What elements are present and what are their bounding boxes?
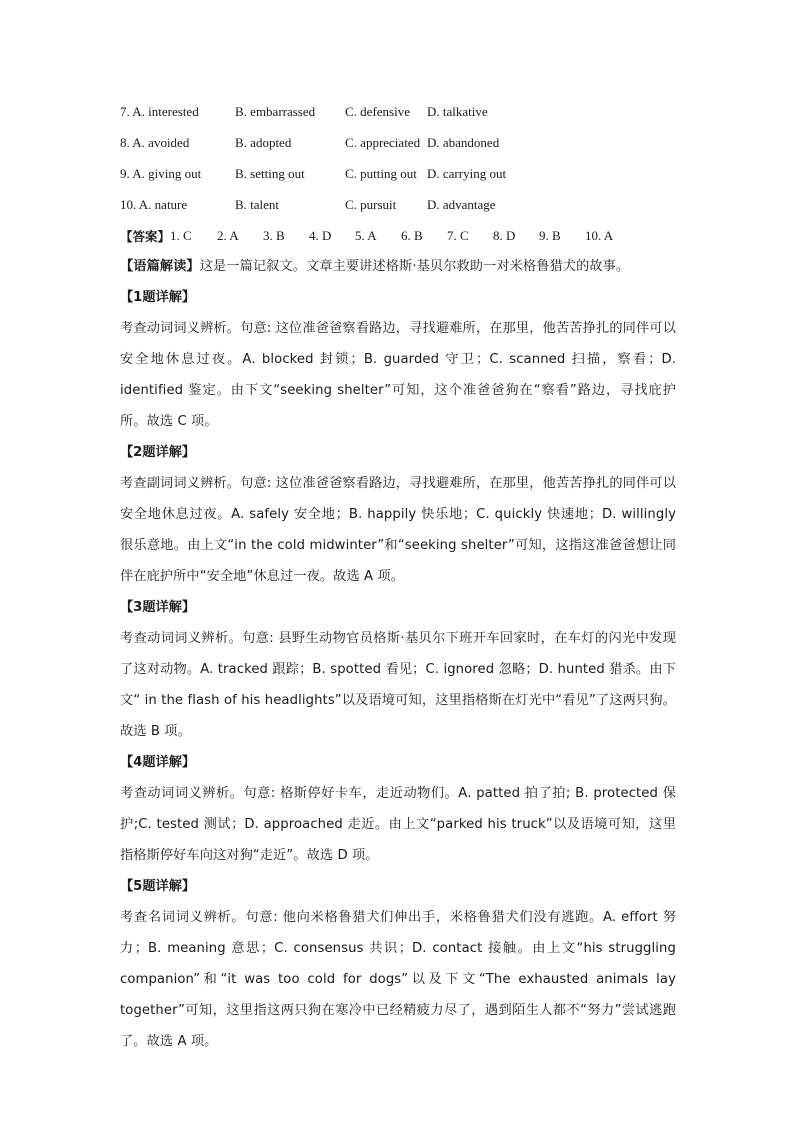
document-page [120, 96, 676, 1057]
detail-text-5: 考查名词词义辨析。句意: 他向米格鲁猎犬们伸出手，米格鲁猎犬们没有逃跑。A. effort 努力；B. meaning 意思；C. consensus 共识；D. contact 接触。由上文“his struggling companion”和“it was too cold for dogs”以及下文“The exhausted animals lay together”可知，这里指这两只狗在寒冷中已经精疲力尽了，遇到陌生人都不“努力”尝试逃跑了。故选 A 项。 [120, 910, 676, 1049]
option-c: C. appreciated [345, 134, 421, 150]
option-d: D. carrying out [427, 165, 507, 181]
option-b: B. embarrassed [235, 103, 316, 119]
option-a: 9. A. giving out [120, 165, 202, 181]
answer-item: 10. A [585, 227, 614, 243]
option-a: 10. A. nature [120, 196, 188, 212]
option-row-8 [120, 127, 676, 158]
detail-heading-1: 【1题详解】 [120, 290, 196, 305]
option-a: 8. A. avoided [120, 134, 190, 150]
answer-item: 5. A [355, 227, 377, 243]
detail-text-3: 考查动词词义辨析。句意: 县野生动物官员格斯·基贝尔下班开车回家时，在车灯的闪光中发现了这对动物。A. tracked 跟踪；B. spotted 看见；C. ignored 忽略；D. hunted 猎杀。由下文“ in the flash of his headlights”以及语境可知，这里指格斯在灯光中“看见”了这两只狗。故选 B 项。 [120, 631, 676, 739]
option-c: C. defensive [345, 103, 410, 119]
detail-text-4: 考查动词词义辨析。句意: 格斯停好卡车，走近动物们。A. patted 拍了拍; B. protected 保护;C. tested 测试；D. approached 走近。由上文“parked his truck”以及语境可知，这里指格斯停好车向这对狗“走近”。故选 D 项。 [120, 786, 676, 863]
detail-heading-2: 【2题详解】 [120, 445, 196, 460]
detail-text-1: 考查动词词义辨析。句意: 这位准爸爸察看路边，寻找避难所，在那里，他苦苦挣扎的同伴可以安全地休息过夜。A. blocked 封锁；B. guarded 守卫；C. scanned 扫描，察看；D. identified 鉴定。由下文“seeking shelter”可知，这个准爸爸狗在“察看”路边，寻找庇护所。故选 C 项。 [120, 321, 676, 429]
answer-item: 2. A [217, 227, 239, 243]
option-c: C. pursuit [345, 196, 397, 212]
option-d: D. advantage [427, 196, 496, 212]
option-d: D. talkative [427, 103, 488, 119]
option-b: B. adopted [235, 134, 292, 150]
option-b: B. setting out [235, 165, 305, 181]
answer-item: 8. D [493, 227, 516, 243]
answer-item: 7. C [447, 227, 469, 243]
answer-item: 1. C [170, 227, 192, 243]
option-row-7 [120, 96, 676, 127]
reading-label: 【语篇解读】 [120, 259, 200, 274]
detail-heading-4: 【4题详解】 [120, 755, 196, 770]
answer-item: 6. B [401, 227, 423, 243]
option-a: 7. A. interested [120, 103, 199, 119]
answer-item: 9. B [539, 227, 561, 243]
answer-item: 3. B [263, 227, 285, 243]
option-row-9 [120, 158, 676, 189]
answer-key [120, 220, 676, 251]
option-c: C. putting out [345, 165, 417, 181]
detail-heading-5: 【5题详解】 [120, 879, 196, 894]
option-b: B. talent [235, 196, 280, 212]
answer-label: 【答案】 [120, 228, 171, 244]
reading-summary [120, 251, 676, 282]
detail-text-2: 考查副词词义辨析。句意: 这位准爸爸察看路边，寻找避难所，在那里，他苦苦挣扎的同伴可以安全地休息过夜。A. safely 安全地；B. happily 快乐地；C. quickly 快速地；D. willingly 很乐意地。由上文“in the cold midwinter”和“seeking shelter”可知，这指这准爸爸想让同伴在庇护所中“安全地”休息过一夜。故选 A 项。 [120, 476, 676, 584]
detail-heading-3: 【3题详解】 [120, 600, 196, 615]
reading-text: 这是一篇记叙文。文章主要讲述格斯·基贝尔救助一对米格鲁猎犬的故事。 [199, 259, 630, 274]
option-row-10 [120, 189, 676, 220]
answer-item: 4. D [309, 227, 332, 243]
option-d: D. abandoned [427, 134, 500, 150]
